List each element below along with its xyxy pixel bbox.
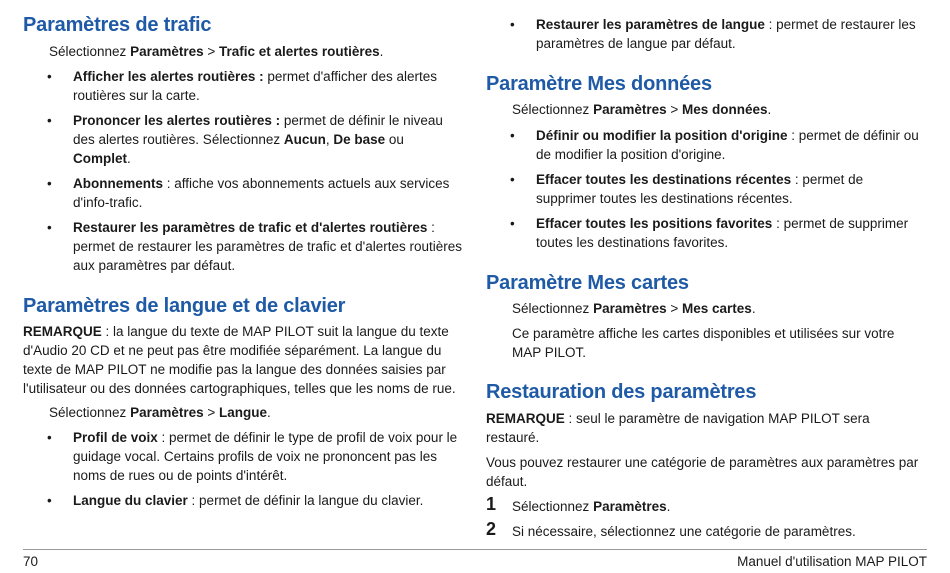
- donnees-select-path: Sélectionnez Paramètres > Mes données.: [512, 102, 772, 117]
- langue-options-list: [23, 428, 463, 510]
- list-item: • Effacer toutes les positions favorites : permet de supprimer toutes les destinations favorites.: [510, 216, 909, 250]
- cartes-select-path: Sélectionnez Paramètres > Mes cartes.: [512, 301, 756, 316]
- restauration-description: Vous pouvez restaurer une catégorie de paramètres aux paramètres par défaut.: [486, 455, 919, 489]
- heading-trafic: Paramètres de trafic: [23, 14, 212, 36]
- step-item: 1 Sélectionnez Paramètres.: [486, 494, 671, 514]
- donnees-options-list: [486, 126, 926, 252]
- footer-title: Manuel d'utilisation MAP PILOT: [737, 554, 927, 569]
- heading-langue: Paramètres de langue et de clavier: [23, 295, 346, 317]
- restauration-steps: [486, 494, 926, 541]
- page-number: 70: [23, 554, 39, 569]
- list-item: • Restaurer les paramètres de trafic et d'alertes routières : permet de restaurer les paramètres de trafic et d'alertes routières aux paramètres par défaut.: [47, 220, 463, 273]
- cartes-description: Ce paramètre affiche les cartes disponibles et utilisées sur votre MAP PILOT.: [512, 326, 895, 360]
- list-item: • Abonnements : affiche vos abonnements actuels aux services d'info-trafic.: [47, 176, 450, 210]
- footer-rule: [23, 549, 927, 550]
- heading-restauration: Restauration des paramètres: [486, 381, 757, 403]
- heading-donnees: Paramètre Mes données: [486, 73, 712, 95]
- list-item: • Prononcer les alertes routières : permet de définir le niveau des alertes routières. Sélectionnez Aucun, De base ou Complet.: [47, 113, 443, 166]
- langue-select-path: Sélectionnez Paramètres > Langue.: [49, 405, 271, 420]
- trafic-options-list: [23, 67, 463, 275]
- trafic-select-path: Sélectionnez Paramètres > Trafic et alertes routières.: [49, 44, 384, 59]
- heading-cartes: Paramètre Mes cartes: [486, 272, 689, 294]
- step-item: 2 Si nécessaire, sélectionnez une catégorie de paramètres.: [486, 519, 856, 539]
- list-item: • Effacer toutes les destinations récentes : permet de supprimer toutes les destinations récentes.: [510, 172, 864, 206]
- restauration-note: REMARQUE : seul le paramètre de navigation MAP PILOT sera restauré.: [486, 411, 870, 445]
- list-item: • Profil de voix : permet de définir le type de profil de voix pour le guidage vocal. Certains profils de voix ne prononcent pas les noms de rues ou de points d'intérêt.: [47, 430, 458, 483]
- list-item: • Afficher les alertes routières : permet d'afficher des alertes routières sur la carte.: [47, 69, 437, 103]
- list-item: • Langue du clavier : permet de définir la langue du clavier.: [47, 493, 424, 508]
- langue-options-continued: [486, 15, 926, 53]
- list-item: • Restaurer les paramètres de langue : permet de restaurer les paramètres de langue par défaut.: [510, 17, 916, 51]
- list-item: • Définir ou modifier la position d'origine : permet de définir ou de modifier la position d'origine.: [510, 128, 919, 162]
- langue-note: REMARQUE : la langue du texte de MAP PILOT suit la langue du texte d'Audio 20 CD et ne peut pas être modifiée séparément. La langue du texte de MAP PILOT ne modifie pas la langue des données saisies par l'utilisateur ou des données cartographiques, telles que les noms de rue.: [23, 324, 456, 396]
